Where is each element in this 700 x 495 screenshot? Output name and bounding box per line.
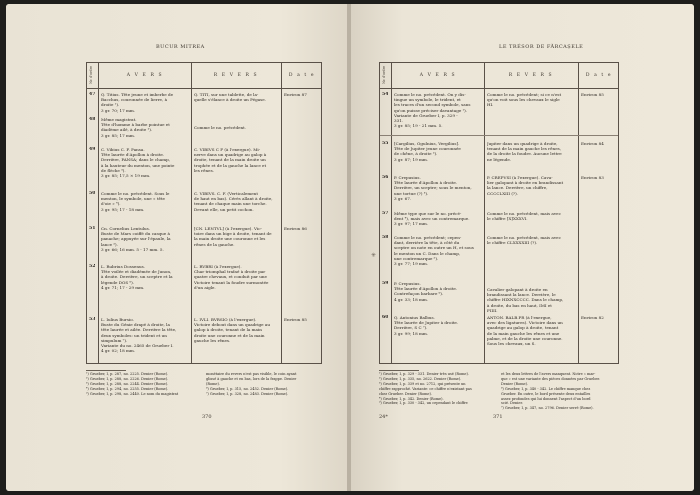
revers-description: ANTON. BALB.PR (à l'exergue, avec des ligatures). Victoire dans un quadrige au galop à droite, tenant de la main gauche les rênes et une palme, et de la droite une couronne. Sous les chevaux, un S. [487,315,563,347]
avers-description: Comme le no. précédent. Sous le menton, le symbole, une « tête d'oie » ⁴). 3 gr. 95; 17 - 18 mm. [101,191,170,212]
revers-description: C. VIBIVS. C. F. (Verticalement de haut en bas). Cérès allant à droite, tenant de chaque main une torche. Devant elle, un petit cochon. [194,191,273,212]
row-number: 57 [382,211,389,216]
revers-description: C. VIBIVS C F (à l'exergue). Mi- nerve dans un quadrige au galop à droite, tenant de la main droite un trophée et de la gauche la lance et les rênes. [194,147,267,173]
table-row [87,147,321,185]
table-row [380,235,618,275]
right-coin-table [379,62,619,364]
left-footnotes-col2: monétaire du revers n'est pas visible, le coin ayant glissé à gauche et en bas, lors de la frappe. Denier (Rome). ⁶) Grueber, I, p. 315, no. 2452. Denier (Rome). ⁷) Grueber, I, p. 328, no. 2483. Denier (Rome). [206,372,297,396]
date-value: Environ 87 [284,92,307,97]
table-row [87,226,321,258]
date-value: Environ 83 [581,175,604,180]
avers-description: [Cargilius, Ogulnius, Vergilius]. Tête de Jupiter jeune couronnée de chêne, à droite ²). 3 gr. 87; 19 mm. [394,141,461,162]
row-number: 58 [382,235,389,240]
date-value: Environ 84 [581,141,604,146]
table-row [380,281,618,313]
revers-description: Comme le no. précédent, mais avec le chiffre CLXXXXIII (?). [487,235,561,246]
revers-description: Q. TITI, sur une tablette, de la- quelle s'élance à droite un Pégase. [194,92,266,103]
row-number: 55 [382,141,389,146]
revers-column-header: R E V E R S [213,73,259,78]
revers-description: Comme le no. précédent. [194,125,247,130]
date-column-header: D a t e [288,73,316,78]
row-number: 53 [89,317,96,322]
date-value: Environ 85 [284,317,307,322]
date-value: Environ 82 [581,315,604,320]
left-table-header [87,63,321,89]
row-number: 49 [89,147,96,152]
revers-description: Comme le no. précédent, mais avec le chiffre [X]XXXVI. [487,211,561,222]
avers-column-header: A V E R S [126,73,164,78]
right-page [351,4,694,491]
left-footnotes-col1: ¹) Grueber, I, p. 287, no. 2225. Denier (Rome). ²) Grueber, I, p. 288, no. 2226. Denier (Rome). ³) Grueber, I, p. 288, no. 2244. Denier (Rome). ⁴) Grueber, I, p. 294, no. 2255. Denier (Rome). ⁵) Grueber, I, p. 298, no. 2440. Le nom du magistrat [86,372,179,396]
avers-column-header: A V E R S [419,73,457,78]
table-row [380,92,618,136]
revers-description: [CN. LENTVL] (à l'exergue). Vic- toire dans un bige à droite, tenant de la main droite une couronne et les rênes de la gauche. [194,226,272,247]
revers-description: L. IVLI. BVRSIO (à l'exergue). Victoire debout dans un quadrige au galop à droite, tenant de la main droite une couronne et de la main gauche les rênes. [194,317,270,343]
right-running-head: LE TRÉSOR DE FĂRCAȘELE [499,44,584,50]
footnote-rule [86,370,126,371]
avers-description: Même type que sur le no. précé- dent ⁴), mais avec un contremarque. 3 gr. 97; 17 mm. [394,211,470,227]
table-row [87,264,321,298]
number-column-header: Nr. d'ordre [89,66,93,84]
table-row [87,92,321,116]
row-number: 51 [89,226,96,231]
row-number: 59 [382,281,389,286]
revers-description: Cavalier galopant à droite en brandissant la lance. Derrière, le chiffre HIXNXCCCC. Dans le champ, à droite, du bas en haut, IMI et FIIII. [487,287,564,313]
row-number: 52 [89,264,96,269]
revers-description: Comme le no. précédent; si ce n'est qu'on voit sous les chevaux le sigle HI. [487,92,562,108]
row-number: 50 [89,191,96,196]
avers-description: P. Crepusius. Tête laurée d'Apollon à droite. Derrière, un sceptre; sous le menton, une tortue (?) ³). 3 gr. 67. [394,175,472,201]
footnote-rule [379,370,419,371]
table-row [380,141,618,171]
avers-description: Comme le no. précédent. On y dis- tingue un symbole, le trident, et les traces d'un second symbole, sans qu'on puisse préciser davantage ¹). Variante de Grueber I, p. 329 - 331. 3 gr. 85; 19 - 21 mm. 5. [394,92,471,129]
number-column-header: Nr. d'ordre [382,66,386,84]
avers-description: Q. Antonius Balbus. Tête laurée de Jupiter à droite. Derrière, S C ⁷). 3 gr. 99; 18 mm. [394,315,459,336]
avers-description: Même magistrat. Tête d'homme à barbe pointue et diadème ailé, à droite ²). 3 gr. 85; 17 mm. [101,117,170,138]
row-number: 54 [382,92,389,97]
date-value: Environ 86 [284,226,307,231]
row-number: 48 [89,117,96,122]
table-row [380,315,618,361]
right-table-header [380,63,618,89]
table-row [380,175,618,205]
left-running-head: BUCUR MITREA [156,44,205,50]
left-page [6,4,349,491]
date-column-header: D a t e [585,73,613,78]
table-row [87,317,321,361]
table-row [87,191,321,219]
avers-description: L. Iulius Bursio. Buste du Génie drapé à droite, la tête laurée et ailée. Derrière la tête, deux symboles: un trident et un simpulum ⁷). Variante du no. 2465 de Grueber I. 4 gr. 02; 18 mm. [101,317,177,354]
avers-description: L. Rubrius Dossenus. Tête voilée et diadémée de Junon, à droite. Derrière, un sceptre et la légende DOS ⁶). 4 gr. 71; 17 - 29 mm. [101,264,173,290]
date-value: Environ 85 [581,92,604,97]
signature-mark: 24* [379,414,388,420]
revers-description: P. CREPVSI (à l'exergue). Cava- lier galopant à droite en brandissant la lance. Derrière, un chiffre, CCCCLXIII (?). [487,175,564,196]
margin-mark: ✳ [371,252,377,259]
avers-description: Cn. Cornelius Lentulus. Buste de Mars coiffé du casque à panache; appuyée sur l'épaule, la lance ⁵). 3 gr. 66; 16 mm. 5 - 17 mm. 5. [101,226,171,252]
left-coin-table [86,62,322,364]
revers-column-header: R E V E R S [508,73,554,78]
table-row [87,117,321,143]
avers-description: C. Vibius C. F. Pansa. Tête laurée d'Apollon à droite. Derrière, PANSA; dans le champ, à la hauteur du menton, une pointe de flèche ³). 3 gr. 85; 17,5 × 19 mm. [101,147,175,179]
avers-description: Q. Titius. Tête jeune et imberbe de Bacchus, couronnée de lierre, à droite ¹). 3 gr. 70; 17 mm. [101,92,174,113]
right-footnotes-col2: et les deux lettres de l'avers manquent. Notre « mar- que » est une variante des pièces données par Grueber. Denier (Rome). ⁶) Grueber, I, p. 340 - 342. Le chiffre manque chez Grueber. En outre, le bord présente deux entailles assez profondes qui lui donnent l'aspect d'un bord scié. Denier. ⁷) Grueber, I, p. 347, no. 2796. Denier serré (Rome). [501,372,600,411]
row-number: 56 [382,175,389,180]
avers-description: P. Crepusius. Tête laurée d'Apollon à droite. Contrefaçon barbare ⁶). 4 gr. 33; 18 mm. [394,281,458,302]
right-footnotes-col1: ¹) Grueber, I, p. 329 - 331. Denier très usé (Rome). ²) Grueber, I, p. 335, no. 2622. Denier (Rome). ³) Grueber, I, p. 339 et no. 2712, qui présente un chiffre rapproché. Variante: ce chiffre n'existant pas chez Grueber. Denier (Rome). ⁴) Grueber, I, p. 342. Denier (Rome). ⁵) Grueber, I, p. 330 - 342, un cependant le chiffre [379,372,472,406]
page-number: 370 [202,414,212,420]
revers-description: L. RVBRI (à l'exergue). Char triomphal traîné à droite par quatre chevaux, et conduit par une Victoire tenant la foudre surmontée d'un aigle. [194,264,269,290]
row-number: 47 [89,92,96,97]
page-number: 371 [493,414,503,420]
book-spread [6,4,694,491]
revers-description: Jupiter dans un quadrige à droite, tenant de la main gauche les rênes, de la droite la foudre. Aucune lettre ne légende. [487,141,562,162]
row-number: 60 [382,315,389,320]
avers-description: Comme le no. précédent; cepen- dant, derrière la tête, à côté du sceptre on note en outre un H, et sous le menton un C. Dans le champ, une contremarque ⁵). 3 gr. 77; 19 mm. [394,235,474,267]
table-row [380,211,618,231]
